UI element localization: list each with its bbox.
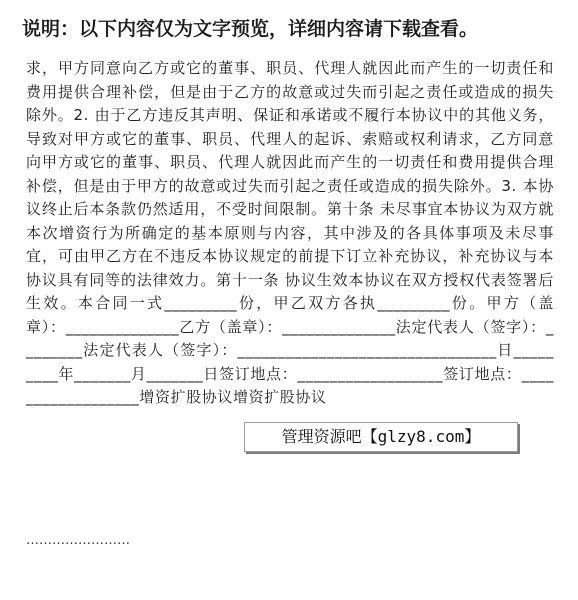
continuation-ellipsis: ……………………: [26, 533, 130, 548]
watermark-label: 管理资源吧【glzy8.com】: [244, 422, 518, 452]
preview-notice: 说明：以下内容仅为文字预览，详细内容请下载查看。: [22, 18, 479, 40]
agreement-text: 求，甲方同意向乙方或它的董事、职员、代理人就因此而产生的一切责任和费用提供合理补偿，但是由于乙方的故意或过失而引起之责任或造成的损失除外。2. 由于乙方违反其声明、保证和承诺或不履行本协议中的其他义务，导致对甲方或它的董事、职员、代理人的起诉、索赔或权利请求，乙方同意向甲方或它的董事、职员、代理人就因此而产生的一切责任和费用提供合理补偿，但是由于甲方的故意或过失而引起之责任或造成的损失除外。3. 本协议终止后本条款仍然适用，不受时间限制。第十条 未尽事宜本协议为双方就本次增资行为所确定的基本原则与内容，其中涉及的各具体事项及未尽事宜，可由甲乙方在不违反本协议规定的前提下订立补充协议，补充协议与本协议具有同等的法律效力。第十一条 协议生效本协议在双方授权代表签署后生效。本合同一式_________份，甲乙双方各执_________份。甲方（盖章）：______________乙方（盖章）：______________法定代表人（签字）：________法定代表人（签字）：________________________________日_________年_______月_______日签订地点：__________________签订地点：__________________增资扩股协议增资扩股协议: [26, 59, 554, 406]
